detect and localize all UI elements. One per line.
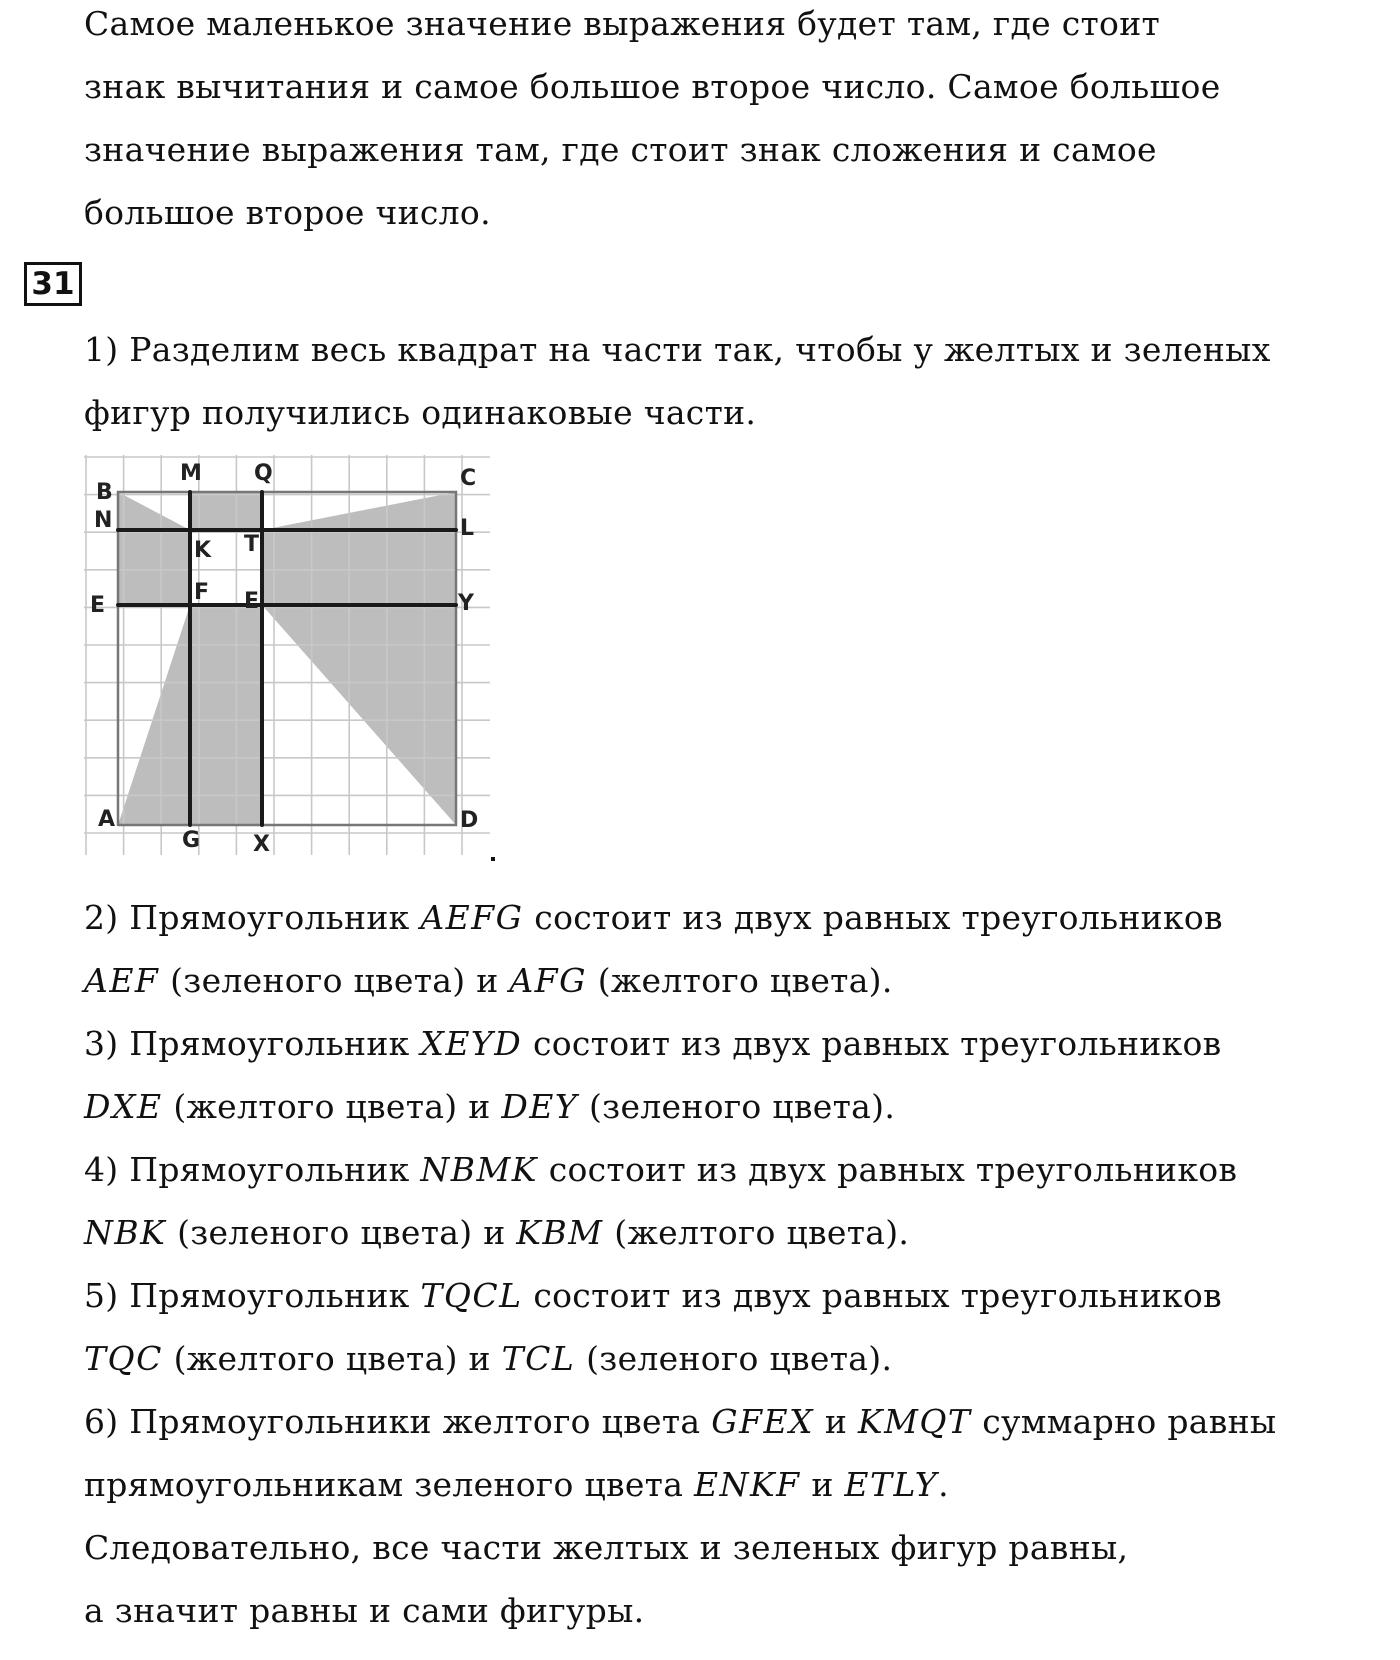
math-kmqt: KMQT (857, 1402, 972, 1441)
math-aefg: AEFG (420, 898, 524, 937)
step-2-line-2: AEF (зеленого цвета) и AFG (желтого цвета). (84, 961, 893, 1000)
label-f: F (194, 580, 210, 605)
math-enkf: ENKF (694, 1465, 801, 1504)
step-1-line: фигур получились одинаковые части. (84, 393, 757, 432)
math-xeyd: XEYD (420, 1024, 523, 1063)
math-dxe: DXE (84, 1087, 163, 1126)
label-e-left: E (90, 593, 106, 618)
step-4-line-2: NBK (зеленого цвета) и KBM (желтого цвета). (84, 1213, 910, 1252)
step-2-line-1: 2) Прямоугольник AEFG состоит из двух равных треугольников (84, 898, 1223, 937)
math-afg: AFG (509, 961, 587, 1000)
label-l: L (460, 516, 475, 541)
label-q: Q (254, 461, 273, 486)
label-t: T (244, 532, 260, 557)
math-tqcl: TQCL (420, 1276, 523, 1315)
math-nbmk: NBMK (420, 1150, 538, 1189)
step-1 (84, 318, 1374, 444)
step-3-line-1: 3) Прямоугольник XEYD состоит из двух равных треугольников (84, 1024, 1222, 1063)
step-5-line-2: TQC (желтого цвета) и TCL (зеленого цвета). (84, 1339, 893, 1378)
intro-line: Самое маленькое значение выражения будет там, где стоит (84, 4, 1161, 43)
intro-line: большое второе число. (84, 193, 491, 232)
conclusion-line: а значит равны и сами фигуры. (84, 1591, 645, 1630)
step-6-line-1: 6) Прямоугольники желтого цвета GFEX и KMQT суммарно равны (84, 1402, 1277, 1441)
label-e-mid: E (244, 589, 260, 614)
task-number-badge: 31 (24, 262, 82, 306)
label-a: A (98, 807, 116, 832)
intro-line: значение выражения там, где стоит знак сложения и самое (84, 130, 1157, 169)
label-n: N (94, 508, 113, 533)
region-kmqt (190, 492, 262, 530)
region-enkf (118, 530, 190, 605)
region-gfex (190, 605, 262, 825)
math-nbk: NBK (84, 1213, 167, 1252)
label-m: M (180, 461, 202, 486)
label-d: D (460, 808, 479, 833)
step-3-line-2: DXE (желтого цвета) и DEY (зеленого цвета). (84, 1087, 896, 1126)
conclusion-line: Следовательно, все части желтых и зеленых фигур равны, (84, 1528, 1129, 1567)
math-tcl: TCL (501, 1339, 576, 1378)
math-aef: AEF (84, 961, 160, 1000)
step-4-line-1: 4) Прямоугольник NBMK состоит из двух равных треугольников (84, 1150, 1238, 1189)
label-g: G (182, 828, 201, 853)
intro-line: знак вычитания и самое большое второе число. Самое большое (84, 67, 1221, 106)
step-1-line: 1) Разделим весь квадрат на части так, чтобы у желтых и зеленых (84, 330, 1271, 369)
geometry-figure (84, 455, 490, 855)
math-kbm: KBM (516, 1213, 604, 1252)
math-dey: DEY (501, 1087, 579, 1126)
step-5-line-1: 5) Прямоугольник TQCL состоит из двух равных треугольников (84, 1276, 1222, 1315)
label-x: X (253, 832, 270, 855)
math-tqc: TQC (84, 1339, 163, 1378)
label-k: K (194, 538, 212, 563)
step-6-line-2: прямоугольникам зеленого цвета ENKF и ETLY. (84, 1465, 949, 1504)
region-etly (262, 530, 456, 605)
math-gfex: GFEX (711, 1402, 815, 1441)
steps (84, 886, 1374, 1642)
math-etly: ETLY (844, 1465, 939, 1504)
stray-dot (491, 857, 495, 861)
label-c: C (460, 466, 477, 491)
label-b: B (96, 480, 113, 505)
label-y: Y (458, 591, 474, 616)
intro-paragraph (84, 0, 1374, 244)
